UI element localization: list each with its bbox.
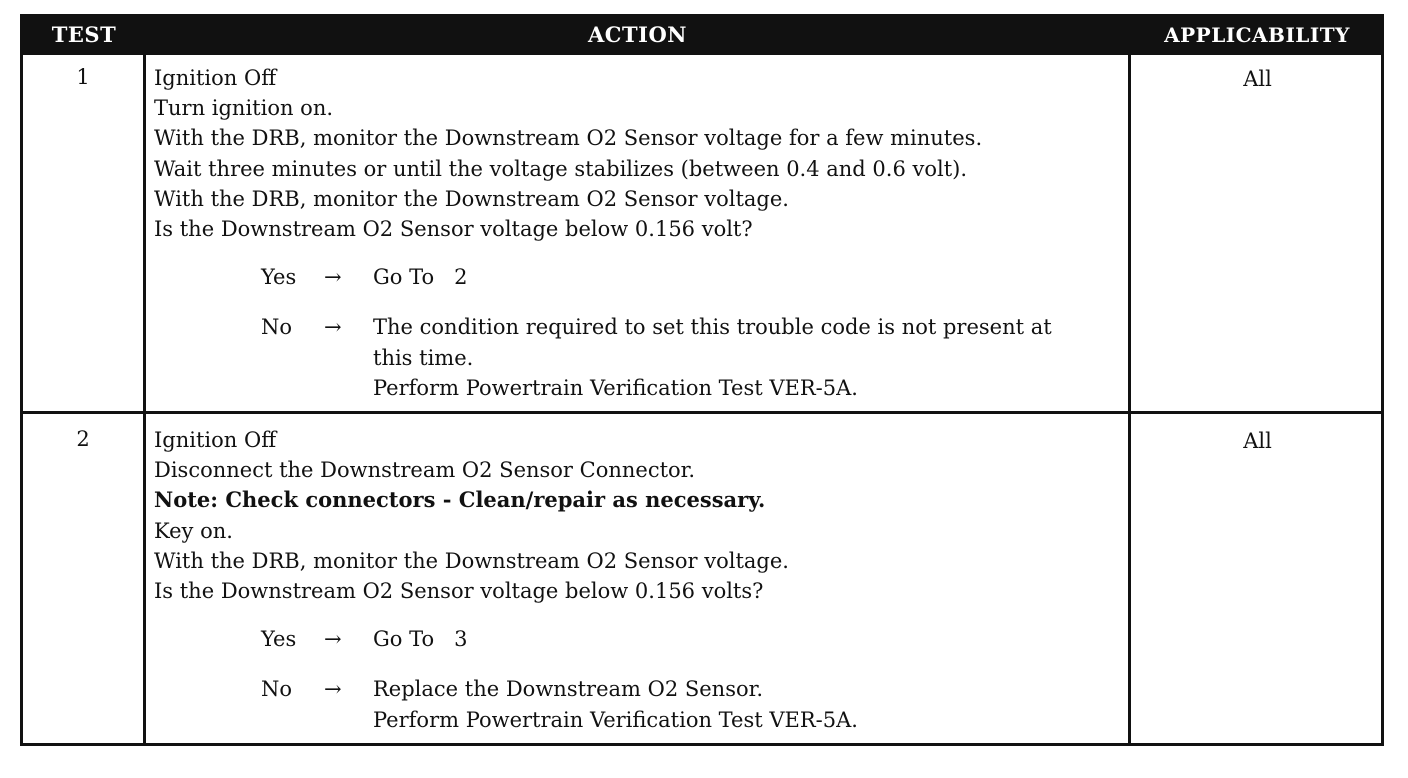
column-divider [143,55,146,743]
yes-label: Yes [261,265,297,290]
action-line: Ignition Off [154,66,277,90]
table-header-row [23,17,1381,55]
yes-option [154,262,1126,292]
action-line: With the DRB, monitor the Downstream O2 Sensor voltage for a few minutes. [154,126,983,151]
action-cell-1 [154,63,1126,403]
arrow-right-icon: → [324,315,342,340]
action-line: Turn ignition on. [154,96,334,121]
applicability-2: All [1243,429,1272,453]
arrow-right-icon: → [324,677,342,702]
action-line: Is the Downstream O2 Sensor voltage below 0.156 volt? [154,216,753,241]
action-line: Disconnect the Downstream O2 Sensor Connector. [154,458,696,483]
no-option [154,674,1126,704]
no-option [154,312,1126,342]
action-line: Is the Downstream O2 Sensor voltage below 0.156 volts? [154,578,764,603]
action-line: Wait three minutes or until the voltage stabilizes (between 0.4 and 0.6 volt). [154,156,968,181]
action-line: Key on. [154,518,233,543]
diagnostic-test-table [20,14,1384,746]
action-line: With the DRB, monitor the Downstream O2 Sensor voltage. [154,548,789,573]
test-number-1: 1 [76,65,90,89]
no-action-line: Replace the Downstream O2 Sensor. [373,677,764,702]
header-applicability: APPLICABILITY [1164,23,1350,47]
test-number-2: 2 [76,427,90,451]
action-line: With the DRB, monitor the Downstream O2 Sensor voltage. [154,186,789,211]
header-action: ACTION [588,22,687,47]
go-to-number: 3 [454,627,468,652]
go-to-step [373,262,468,292]
go-to-label: Go To [373,265,435,290]
column-divider [1128,55,1131,743]
arrow-right-icon: → [324,265,342,290]
applicability-1: All [1243,67,1272,91]
go-to-label: Go To [373,627,435,652]
go-to-step [373,624,468,654]
note-line: Note: Check connectors - Clean/repair as necessary. [154,487,766,513]
arrow-right-icon: → [324,627,342,652]
action-line: Ignition Off [154,428,277,452]
no-action-line: Perform Powertrain Verification Test VER-5A. [373,375,858,400]
no-action-line: The condition required to set this trouble code is not present at [373,315,1052,340]
header-test: TEST [51,22,117,47]
go-to-number: 2 [454,265,468,290]
no-label: No [261,315,293,340]
no-action-line: Perform Powertrain Verification Test VER-5A. [373,707,858,732]
yes-option [154,624,1126,654]
no-action-line: this time. [373,345,474,370]
row-divider [23,411,1381,414]
no-label: No [261,677,293,702]
action-cell-2 [154,425,1126,735]
yes-label: Yes [261,627,297,652]
